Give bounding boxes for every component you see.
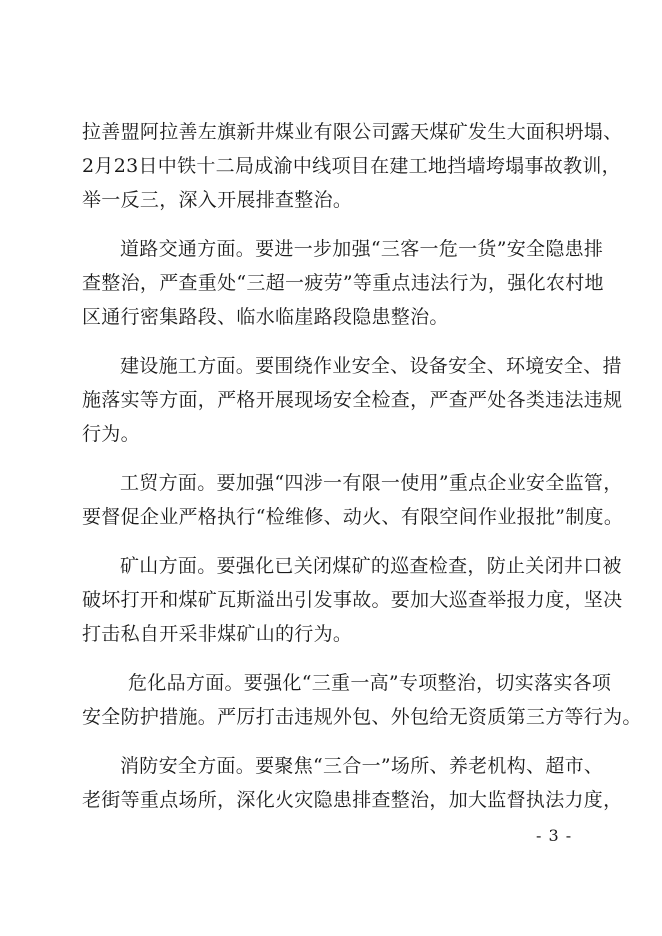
paragraph-4-line-2: 要督促企业严格执行“检维修、动火、有限空间作业报批”制度。 (82, 506, 624, 528)
paragraph-2-line-2: 查整治，严查重处“三超一疲劳”等重点违法行为，强化农村地 (82, 272, 604, 294)
paragraph-3-line-3: 行为。 (82, 423, 140, 445)
paragraph-2-line-3: 区通行密集路段、临水临崖路段隐患整治。 (82, 306, 449, 328)
page-number: - 3 - (536, 826, 573, 845)
paragraph-7-line-2: 老街等重点场所，深化火灾隐患排查整治，加大监督执法力度， (82, 789, 623, 811)
paragraph-5-line-2: 破坏打开和煤矿瓦斯溢出引发事故。要加大巡查举报力度，坚决 (82, 589, 623, 611)
paragraph-1-line-3: 举一反三，深入开展排查整治。 (82, 189, 353, 211)
paragraph-6-line-1: 危化品方面。要强化“三重一高”专项整治，切实落实各项 (128, 672, 612, 694)
paragraph-6-line-2: 安全防护措施。严厉打击违规外包、外包给无资质第三方等行为。 (82, 706, 642, 728)
paragraph-2-line-1: 道路交通方面。要进一步加强“三客一危一货”安全隐患排 (120, 238, 604, 260)
paragraph-1-line-1: 拉善盟阿拉善左旗新井煤业有限公司露天煤矿发生大面积坍塌、 (82, 121, 623, 143)
paragraph-4-line-1: 工贸方面。要加强“四涉一有限一使用”重点企业安全监管， (120, 472, 623, 494)
paragraph-3-line-1: 建设施工方面。要围绕作业安全、设备安全、环境安全、措 (120, 355, 622, 377)
paragraph-3-line-2: 施落实等方面，严格开展现场安全检查，严查严处各类违法违规 (82, 389, 623, 411)
paragraph-5-line-1: 矿山方面。要强化已关闭煤矿的巡查检查，防止关闭井口被 (120, 555, 622, 577)
paragraph-5-line-3: 打击私自开采非煤矿山的行为。 (82, 623, 353, 645)
paragraph-7-line-1: 消防安全方面。要聚焦“三合一”场所、养老机构、超市、 (120, 755, 604, 777)
paragraph-1-line-2: 2月23日中铁十二局成渝中线项目在建工地挡墙垮塌事故教训， (82, 155, 621, 177)
